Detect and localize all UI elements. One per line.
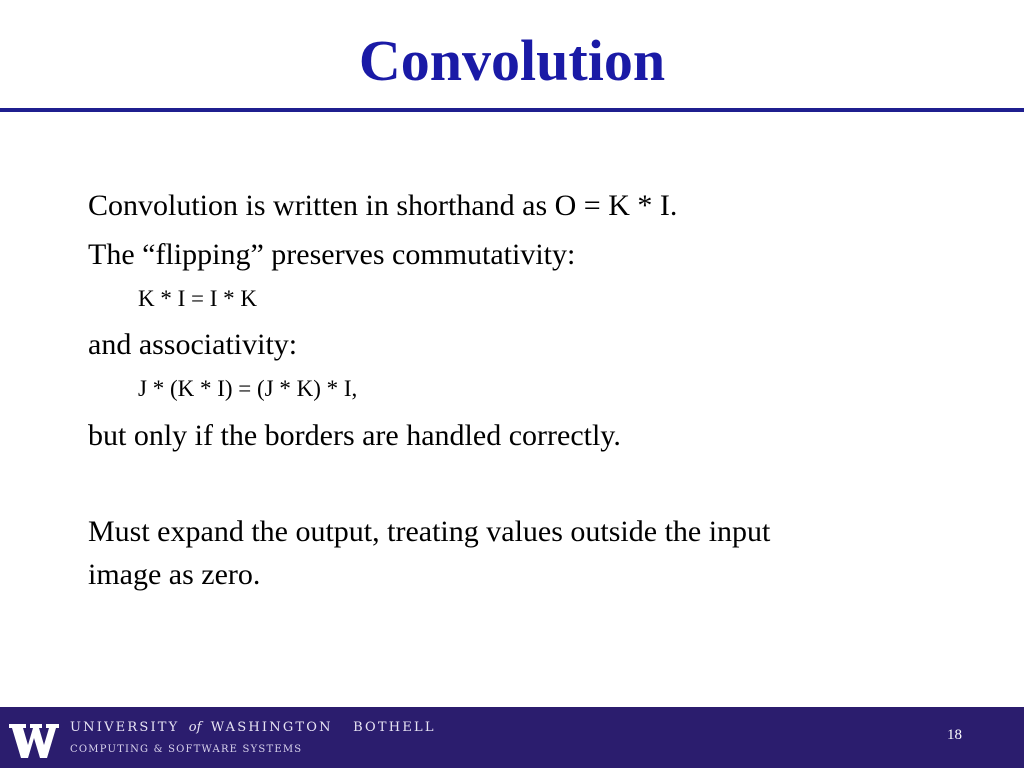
body-line-6: image as zero.: [88, 558, 261, 591]
page-number: 18: [947, 727, 962, 743]
university-word: UNIVERSITY: [70, 720, 180, 735]
footer-bar: [0, 707, 1024, 768]
university-name: [70, 720, 436, 735]
department-name: COMPUTING & SOFTWARE SYSTEMS: [70, 744, 303, 755]
uw-w-logo-icon: [9, 724, 59, 758]
body-line-2: The “flipping” preserves commutativity:: [88, 238, 576, 271]
title-divider: [0, 108, 1024, 112]
body-line-5: Must expand the output, treating values outside the input: [88, 515, 771, 548]
slide-title: Convolution: [358, 28, 666, 93]
body-sub-line-associativity: J * (K * I) = (J * K) * I,: [138, 376, 358, 401]
body-line-1: Convolution is written in shorthand as O = K * I.: [88, 189, 678, 222]
of-word: of: [188, 720, 202, 735]
campus-name: BOTHELL: [353, 720, 436, 735]
body-sub-line-commutativity: K * I = I * K: [138, 286, 258, 311]
body-line-4: but only if the borders are handled correctly.: [88, 419, 621, 452]
washington-word: WASHINGTON: [210, 720, 333, 735]
body-line-3: and associativity:: [88, 328, 298, 361]
